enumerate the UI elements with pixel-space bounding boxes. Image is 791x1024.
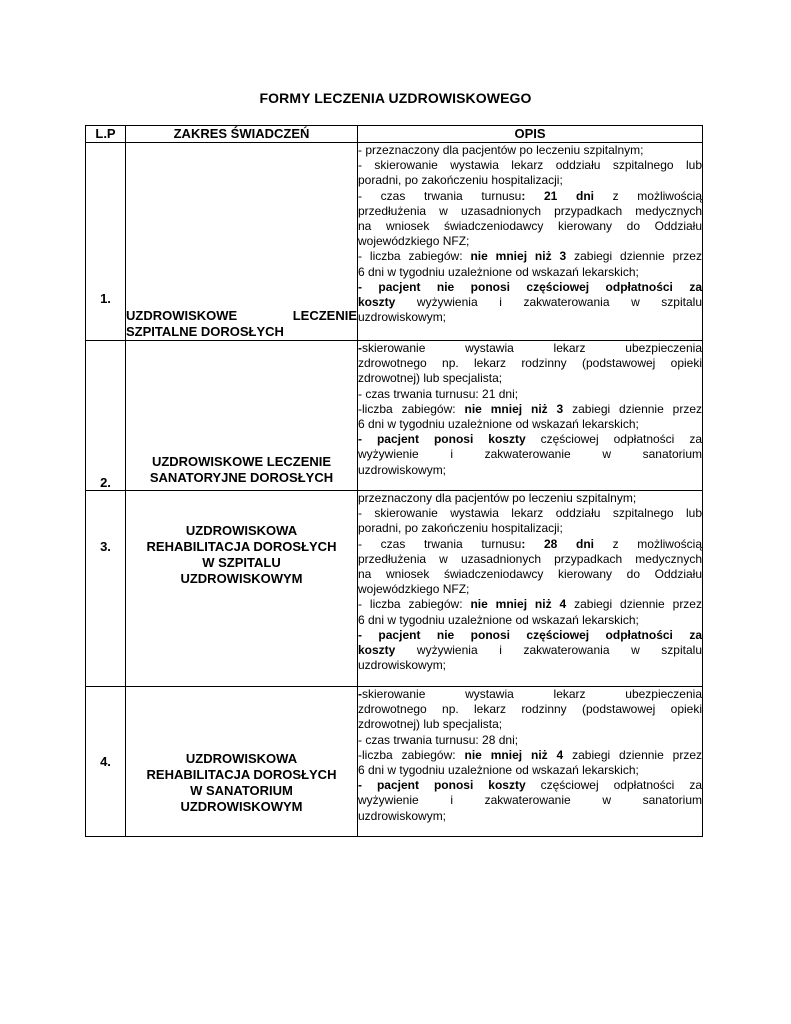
opis-line: - czas trwania turnusu: 21 dni; xyxy=(358,386,519,401)
opis-line: uzdrowiskowym; xyxy=(358,808,447,823)
opis-line: zdrowotnego np. lekarz rodzinny (podstawowej opieki xyxy=(358,702,702,717)
zakres-line: W SZPITALU xyxy=(202,555,281,570)
opis-line: - skierowanie wystawia lekarz oddziału szpitalnego lub xyxy=(358,158,702,173)
row-number: 1. xyxy=(86,143,126,341)
row-number: 2. xyxy=(86,341,126,491)
header-opis: OPIS xyxy=(358,126,703,143)
table-row xyxy=(86,143,703,341)
header-lp: L.P xyxy=(86,126,126,143)
opis-line: - pacjent nie ponosi częściowej odpłatności za xyxy=(358,627,702,642)
zakres-line: UZDROWISKOWE LECZENIE xyxy=(151,454,332,469)
row-number: 4. xyxy=(86,687,126,837)
row-number: 3. xyxy=(86,491,126,687)
opis-line: poradni, po zakończeniu hospitalizacji; xyxy=(358,173,563,188)
opis-line: -liczba zabiegów: nie mniej niż 4 zabiegi dziennie przez xyxy=(358,747,702,762)
zakres-line: UZDROWISKOWE LECZENIE xyxy=(126,308,357,323)
opis-line: - pacjent ponosi koszty częściowej odpłatności za xyxy=(358,778,702,793)
header-zakres: ZAKRES ŚWIADCZEŃ xyxy=(126,126,358,143)
opis-line: - czas trwania turnusu: 28 dni; xyxy=(358,732,519,747)
opis-line: uzdrowiskowym; xyxy=(358,462,447,477)
treatment-forms-table xyxy=(85,125,703,837)
opis-line: przedłużenia w uzasadnionych przypadkach medycznych xyxy=(358,203,702,218)
row-opis xyxy=(358,687,703,837)
opis-line: 6 dni w tygodniu uzależnione od wskazań lekarskich; xyxy=(358,763,639,778)
zakres-line: SANATORYJNE DOROSŁYCH xyxy=(149,470,334,485)
opis-line: 6 dni w tygodniu uzależnione od wskazań lekarskich; xyxy=(358,264,639,279)
row-opis xyxy=(358,341,703,491)
opis-line: wojewódzkiego NFZ; xyxy=(358,234,470,249)
opis-line: - czas trwania turnusu: 28 dni z możliwością xyxy=(358,536,702,551)
zakres-line: REHABILITACJA DOROSŁYCH xyxy=(146,539,337,554)
row-opis xyxy=(358,491,703,687)
table-row xyxy=(86,687,703,837)
opis-line: - pacjent ponosi koszty częściowej odpłatności za xyxy=(358,432,702,447)
zakres-line: W SANATORIUM xyxy=(190,783,293,798)
opis-line: - pacjent nie ponosi częściowej odpłatności za xyxy=(358,279,702,294)
opis-line: poradni, po zakończeniu hospitalizacji; xyxy=(358,521,563,536)
opis-line: 6 dni w tygodniu uzależnione od wskazań lekarskich; xyxy=(358,417,639,432)
opis-line: koszty wyżywienia i zakwaterowania w szpitalu xyxy=(358,295,702,310)
opis-line: - skierowanie wystawia lekarz oddziału szpitalnego lub xyxy=(358,506,702,521)
row-zakres xyxy=(126,687,358,837)
opis-line: -skierowanie wystawia lekarz ubezpieczenia xyxy=(358,687,702,701)
opis-line: -liczba zabiegów: nie mniej niż 3 zabiegi dziennie przez xyxy=(358,401,702,416)
row-opis xyxy=(358,143,703,341)
opis-line: uzdrowiskowym; xyxy=(358,310,447,325)
opis-line: uzdrowiskowym; xyxy=(358,658,447,673)
opis-line: - liczba zabiegów: nie mniej niż 4 zabiegi dziennie przez xyxy=(358,597,702,612)
opis-line: zdrowotnej) lub specjalista; xyxy=(358,717,503,732)
opis-line: przedłużenia w uzasadnionych przypadkach medycznych xyxy=(358,551,702,566)
opis-line: - czas trwania turnusu: 21 dni z możliwością xyxy=(358,188,702,203)
opis-line: na wniosek świadczeniodawcy kierowany do Oddziału xyxy=(358,219,702,234)
opis-line: koszty wyżywienia i zakwaterowania w szpitalu xyxy=(358,643,702,658)
row-zakres xyxy=(126,341,358,491)
opis-line: 6 dni w tygodniu uzależnione od wskazań lekarskich; xyxy=(358,612,639,627)
zakres-line: UZDROWISKOWYM xyxy=(180,799,303,814)
opis-line: zdrowotnej) lub specjalista; xyxy=(358,371,503,386)
row-zakres xyxy=(126,491,358,687)
zakres-line: REHABILITACJA DOROSŁYCH xyxy=(146,767,337,782)
page-title: FORMY LECZENIA UZDROWISKOWEGO xyxy=(259,90,532,106)
table-header-row xyxy=(86,126,703,143)
zakres-line: UZDROWISKOWA xyxy=(185,523,298,538)
opis-line: przeznaczony dla pacjentów po leczeniu szpitalnym; xyxy=(358,491,637,505)
opis-line: wyżywienie i zakwaterowanie w sanatorium xyxy=(358,793,702,808)
opis-line: -skierowanie wystawia lekarz ubezpieczenia xyxy=(358,341,702,355)
zakres-line: UZDROWISKOWA xyxy=(185,751,298,766)
opis-line: zdrowotnego np. lekarz rodzinny (podstawowej opieki xyxy=(358,356,702,371)
opis-line: wyżywienie i zakwaterowanie w sanatorium xyxy=(358,447,702,462)
opis-line: na wniosek świadczeniodawcy kierowany do Oddziału xyxy=(358,567,702,582)
opis-line: - liczba zabiegów: nie mniej niż 3 zabiegi dziennie przez xyxy=(358,249,702,264)
table-row xyxy=(86,341,703,491)
opis-line: wojewódzkiego NFZ; xyxy=(358,582,470,597)
row-zakres xyxy=(126,143,358,341)
table-row xyxy=(86,491,703,687)
zakres-line: UZDROWISKOWYM xyxy=(180,571,303,586)
zakres-line: SZPITALNE DOROSŁYCH xyxy=(126,324,284,339)
opis-line: - przeznaczony dla pacjentów po leczeniu szpitalnym; xyxy=(358,143,644,157)
